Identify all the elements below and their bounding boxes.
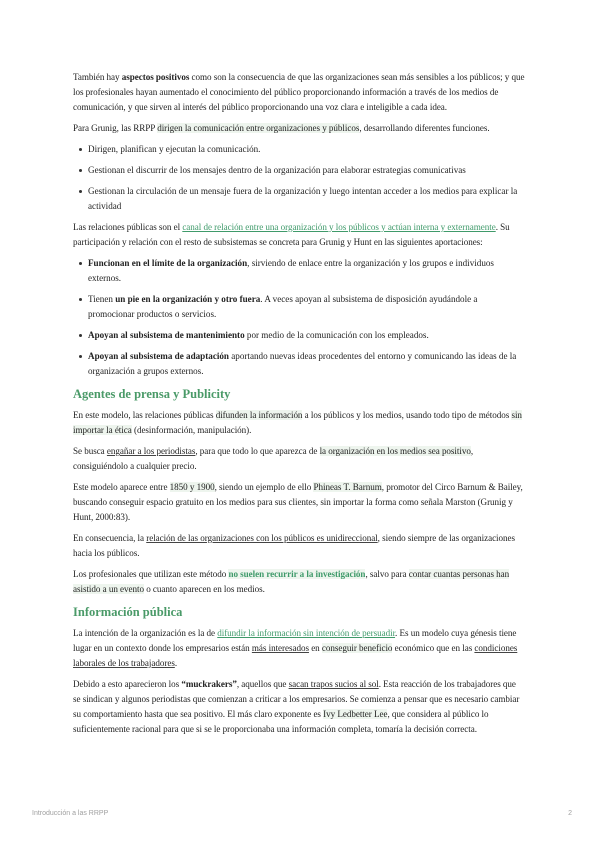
text: a los públicos y los medios, usando todo tipo de métodos (302, 410, 512, 420)
text: aportando nuevas ideas procedentes del entorno y comunicando las ideas de la organización a grupos externos. (88, 351, 517, 376)
highlighted-text: contar cuantas personas han asistido a un evento (73, 569, 510, 594)
text: , aquellos que (236, 679, 289, 689)
underlined-text: más interesados (251, 643, 309, 653)
section-heading-informacion-publica: Información pública (73, 605, 183, 619)
page-number: 2 (568, 810, 572, 817)
text: Para Grunig, las RRPP (73, 123, 158, 133)
text: , siendo un ejemplo de ello (214, 482, 314, 492)
text: Debido a esto aparecieron los (73, 679, 182, 689)
text: por medio de la comunicación con los empleados. (244, 330, 429, 340)
bold-text: un pie en la organización y otro fuera (115, 294, 261, 304)
text: . (174, 658, 178, 668)
text: . Esta reacción de los trabajadores que se sindican y algunos periodistas que comienzan a criticar a los empresarios. Se comienza a pensar que es necesario cambiar su comportamiento hasta que sea positivo. El más claro exponente es (73, 679, 520, 719)
page-footer (32, 810, 572, 817)
text: . A veces apoyan al subsistema de disposición ayudándole a promocionar productos o servicios. (88, 294, 478, 319)
paragraph-intencion (73, 626, 525, 671)
paragraph-grunig (73, 121, 525, 136)
green-bold-text: no suelen recurrir a la investigación (228, 569, 366, 579)
list-item: Dirigen, planifican y ejecutan la comunicación. (73, 142, 525, 157)
bold-text: Apoyan al subsistema de mantenimiento (88, 330, 245, 340)
text: En consecuencia, la (73, 533, 147, 543)
paragraph-relaciones-publicas (73, 220, 525, 250)
underlined-text: engañar a los periodistas (106, 446, 196, 456)
highlighted-text: sin importar la ética (73, 410, 522, 435)
text: Las relaciones públicas son el (73, 222, 183, 232)
text: , sirviendo de enlace entre la organización y los grupos e individuos externos. (88, 258, 494, 283)
text: La intención de la organización es la de (73, 628, 218, 638)
text: , siendo siempre de las organizaciones hacia los públicos. (73, 533, 515, 558)
text: económico que en las (392, 643, 475, 653)
list-item (73, 256, 525, 286)
text: Los profesionales que utilizan este método (73, 569, 229, 579)
text: , consiguiéndolo a cualquier precio. (73, 446, 474, 471)
list-item (73, 349, 525, 379)
text: en (308, 643, 322, 653)
text: Este modelo aparece entre (73, 482, 170, 492)
canal-de-relacion-link[interactable]: canal de relación entre una organización y los públicos y actúan interna y externamente (182, 222, 496, 232)
section-heading-agentes-de-prensa: Agentes de prensa y Publicity (73, 387, 231, 401)
underlined-text: condiciones laborales de los trabajadores (73, 643, 518, 668)
highlighted-text: difunden la información (215, 410, 303, 420)
list-item (73, 292, 525, 322)
underlined-text: relación de las organizaciones con los públicos es unidireccional (146, 533, 378, 543)
paragraph-muckrakers (73, 677, 525, 737)
paragraph-aspectos-positivos (73, 70, 525, 115)
text: Tienen (88, 294, 116, 304)
text: como son la consecuencia de que las organizaciones sean más sensibles a los públicos; y que los profesionales hayan aumentado el conocimiento del público proporcionando información a través de los medios de comunicación, y que sirven al interés del público proporcionando una voz clara e inteligible a cada idea. (73, 72, 525, 112)
highlighted-text: conseguir beneficio (321, 643, 393, 653)
text: , salvo para (365, 569, 409, 579)
text: (desinformación, manipulación). (131, 425, 252, 435)
text: , desarrollando diferentes funciones. (359, 123, 490, 133)
footer-title: Introducción a las RRPP (32, 810, 109, 817)
page-content (73, 70, 525, 743)
paragraph-unidireccional (73, 531, 525, 561)
bold-text: “muckrakers” (181, 679, 237, 689)
text: , para que todo lo que aparezca de (195, 446, 320, 456)
highlighted-text: la organización en los medios sea positivo (319, 446, 471, 456)
list-item: Gestionan el discurrir de los mensajes dentro de la organización para elaborar estrategias comunicativas (73, 163, 525, 178)
highlighted-text: 1850 y 1900 (169, 482, 215, 492)
difundir-informacion-link[interactable]: difundir la información sin intención de persuadir (217, 628, 396, 638)
paragraph-barnum (73, 480, 525, 525)
aportaciones-list (73, 256, 525, 379)
paragraph-modelo (73, 408, 525, 438)
text: o cuanto aparecen en los medios. (143, 584, 265, 594)
list-item (73, 328, 525, 343)
functions-list (73, 142, 525, 214)
list-item: Gestionan la circulación de un mensaje fuera de la organización y luego intentan acceder a los medios para explicar la actividad (73, 184, 525, 214)
bold-text: Funcionan en el límite de la organización (88, 258, 248, 268)
paragraph-enganar (73, 444, 525, 474)
bold-text: aspectos positivos (121, 72, 190, 82)
text: Se busca (73, 446, 107, 456)
highlighted-text: Ivy Ledbetter Lee (323, 709, 388, 719)
text: En este modelo, las relaciones públicas (73, 410, 216, 420)
text: . Es un modelo cuya génesis tiene lugar en un contexto donde los empresarios están (73, 628, 517, 653)
text: También hay (73, 72, 122, 82)
text: . Su participación y relación con el resto de subsistemas se concreta para Grunig y Hunt en las siguientes aportaciones: (73, 222, 510, 247)
text: , que considera al público lo suficientemente racional para que si se le proporcionaba una información completa, tomaría la decisión correcta. (73, 709, 489, 734)
highlighted-text: dirigen la comunicación entre organizaciones y públicos (157, 123, 360, 133)
bold-text: Apoyan al subsistema de adaptación (88, 351, 229, 361)
text: , promotor del Circo Barnum & Bailey, buscando conseguir espacio gratuito en los medios para sus clientes, sin importar la forma como señala Marston (Grunig y Hunt, 2000:83). (73, 482, 523, 522)
paragraph-investigacion (73, 567, 525, 597)
highlighted-text: Phineas T. Barnum (313, 482, 382, 492)
underlined-text: sacan trapos sucios al sol (288, 679, 379, 689)
